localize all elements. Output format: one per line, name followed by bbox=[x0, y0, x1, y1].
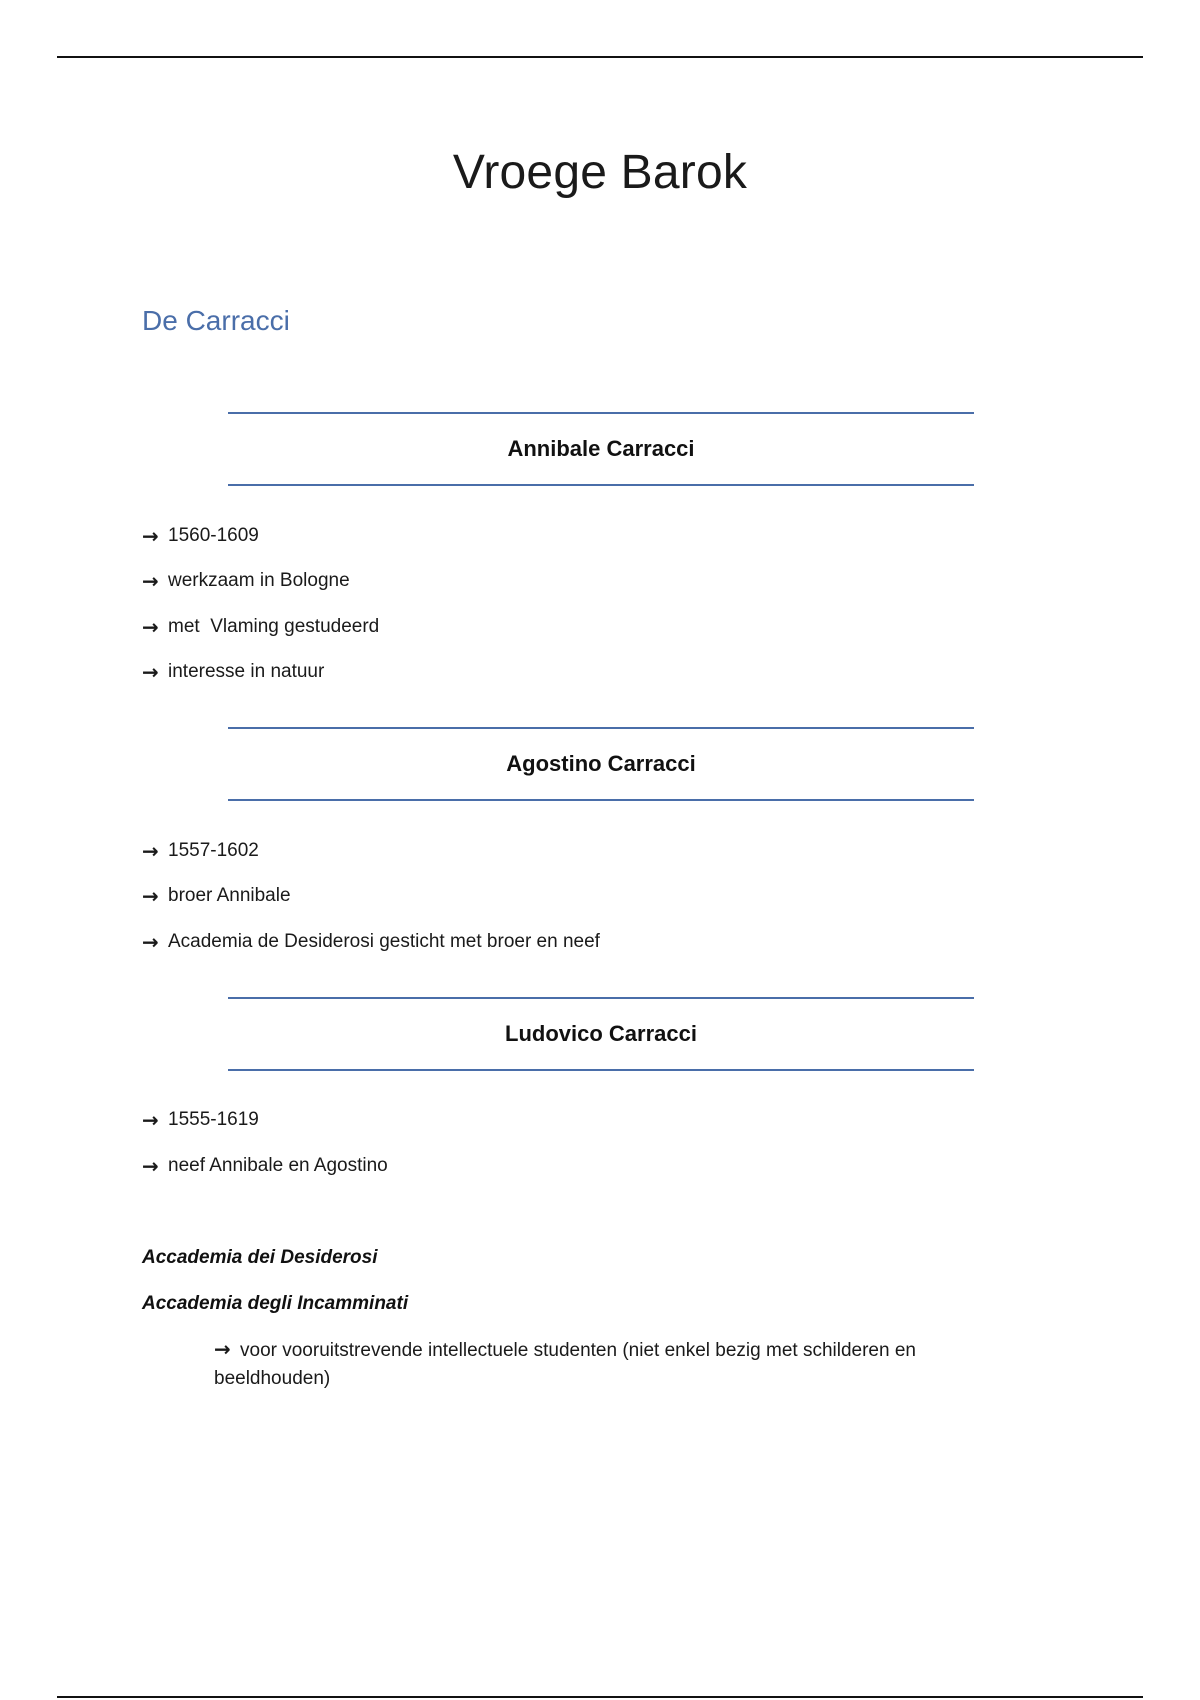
person-name: Ludovico Carracci bbox=[505, 1021, 697, 1046]
academy-name: Accademia degli Incamminati bbox=[142, 1293, 409, 1314]
page-top-rule bbox=[57, 56, 1143, 58]
fact-item bbox=[142, 931, 600, 953]
fact-item bbox=[142, 570, 350, 592]
fact-item bbox=[142, 616, 379, 638]
academy-name: Accademia dei Desiderosi bbox=[142, 1247, 378, 1268]
document-title: Vroege Barok bbox=[452, 146, 748, 199]
arrow-right-icon: → bbox=[142, 524, 159, 548]
arrow-right-icon: → bbox=[142, 884, 159, 908]
person-heading-agostino bbox=[228, 727, 974, 801]
person-heading-ludovico bbox=[228, 997, 974, 1071]
arrow-right-icon: → bbox=[214, 1337, 231, 1361]
fact-item bbox=[142, 1109, 259, 1131]
arrow-right-icon: → bbox=[142, 839, 159, 863]
fact-text: werkzaam in Bologne bbox=[168, 570, 350, 591]
fact-item bbox=[142, 661, 324, 683]
academy-note-text: voor vooruitstrevende intellectuele studenten (niet enkel bezig met schilderen en beeldhouden) bbox=[214, 1340, 916, 1389]
fact-text: interesse in natuur bbox=[168, 661, 325, 682]
fact-item bbox=[142, 1155, 388, 1177]
arrow-right-icon: → bbox=[142, 660, 159, 684]
section-heading: De Carracci bbox=[142, 305, 290, 336]
person-name: Agostino Carracci bbox=[506, 751, 696, 776]
fact-item bbox=[142, 525, 259, 547]
fact-text: met Vlaming gestudeerd bbox=[168, 616, 380, 637]
fact-item bbox=[142, 885, 291, 907]
person-name: Annibale Carracci bbox=[507, 436, 695, 461]
fact-item bbox=[142, 840, 259, 862]
fact-text: neef Annibale en Agostino bbox=[168, 1155, 388, 1176]
fact-text: 1557-1602 bbox=[168, 840, 259, 861]
fact-text: Academia de Desiderosi gesticht met broer en neef bbox=[168, 931, 600, 952]
fact-text: broer Annibale bbox=[168, 885, 291, 906]
arrow-right-icon: → bbox=[142, 1108, 159, 1132]
arrow-right-icon: → bbox=[142, 615, 159, 639]
arrow-right-icon: → bbox=[142, 1154, 159, 1178]
arrow-right-icon: → bbox=[142, 569, 159, 593]
fact-text: 1560-1609 bbox=[168, 525, 259, 546]
fact-text: 1555-1619 bbox=[168, 1109, 259, 1130]
person-heading-annibale bbox=[228, 412, 974, 486]
arrow-right-icon: → bbox=[142, 930, 159, 954]
academy-note bbox=[214, 1337, 994, 1393]
page-bottom-rule bbox=[57, 1696, 1143, 1698]
